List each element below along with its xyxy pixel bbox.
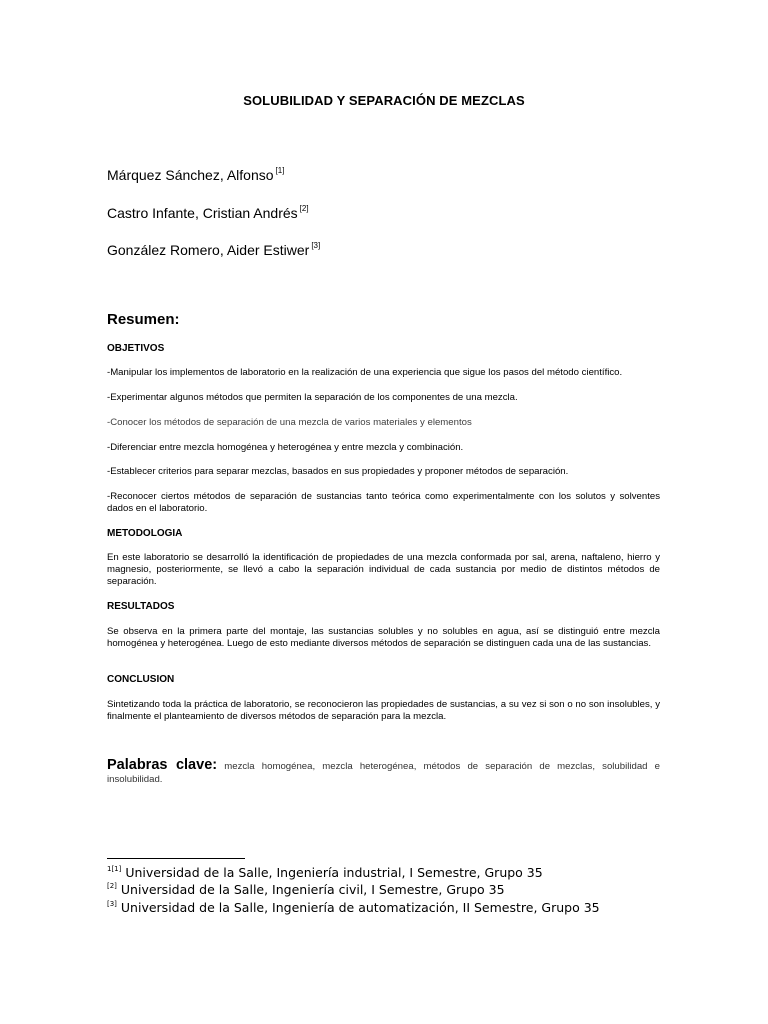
objetivo-item: -Experimentar algunos métodos que permiten la separación de los componentes de una mezcla. [107,392,518,403]
objetivo-item: -Diferenciar entre mezcla homogénea y heterogénea y entre mezcla y combinación. [107,442,464,453]
keywords-text: mezcla homogénea, mezcla heterogénea, métodos de separación de mezclas, solubilidad e insolubilidad. [107,761,660,785]
footnote-divider [107,858,245,859]
author-name: Castro Infante, Cristian Andrés [107,205,298,221]
document-title: SOLUBILIDAD Y SEPARACIÓN DE MEZCLAS [243,93,525,108]
author-ref: [3] [311,241,321,250]
author-2 [107,204,309,221]
resultados-heading: RESULTADOS [107,601,175,612]
author-1 [107,166,284,183]
objetivo-item: -Establecer criterios para separar mezclas, basados en sus propiedades y proponer métodos de separación. [107,466,569,477]
author-name: Márquez Sánchez, Alfonso [107,167,274,183]
metodologia-heading: METODOLOGIA [107,528,183,539]
resultados-text: Se observa en la primera parte del montaje, las sustancias solubles y no solubles en agua, así se distinguió entre mezcla homogénea y heterogénea. Luego de esto mediante diversos métodos de separación se distinguen cada una de las sustancias. [107,626,660,649]
footnote-mark: [3] [107,900,117,908]
keywords-label: Palabras clave: [107,757,218,773]
objetivo-item: -Manipular los implementos de laboratorio en la realización de una experiencia que sigue los pasos del método científico. [107,367,623,378]
footnote-mark: [2] [107,882,117,890]
footnote-3 [107,900,600,915]
footnote-mark: 1[1] [107,865,122,873]
footnote-1 [107,865,543,880]
footnote-text: Universidad de la Salle, Ingeniería industrial, I Semestre, Grupo 35 [125,865,543,880]
footnote-text: Universidad de la Salle, Ingeniería civil, I Semestre, Grupo 35 [120,882,505,897]
metodologia-text: En este laboratorio se desarrolló la identificación de propiedades de una mezcla conformada por sal, arena, naftaleno, hierro y magnesio, posteriormente, se llevó a cabo la separación individual de cada sustancia por medio de distintos métodos de separación. [107,552,660,587]
objetivo-item: -Conocer los métodos de separación de una mezcla de varios materiales y elementos [107,417,472,428]
objetivos-heading: OBJETIVOS [107,343,165,354]
author-ref: [1] [275,166,285,175]
author-name: González Romero, Aider Estiwer [107,242,310,258]
footnote-2 [107,882,505,897]
objetivo-item: -Reconocer ciertos métodos de separación de sustancias tanto teórica como experimentalmente con los solutos y solventes dados en el laboratorio. [107,491,660,514]
author-3 [107,241,320,258]
resumen-heading: Resumen: [107,311,180,328]
keywords [107,759,660,786]
author-ref: [2] [299,204,309,213]
conclusion-text: Sintetizando toda la práctica de laboratorio, se reconocieron las propiedades de sustancias, a su vez si son o no son insolubles, y finalmente el planteamiento de diversos métodos de separación para la mezcla. [107,699,660,722]
footnote-text: Universidad de la Salle, Ingeniería de automatización, II Semestre, Grupo 35 [120,900,600,915]
conclusion-heading: CONCLUSION [107,674,175,685]
